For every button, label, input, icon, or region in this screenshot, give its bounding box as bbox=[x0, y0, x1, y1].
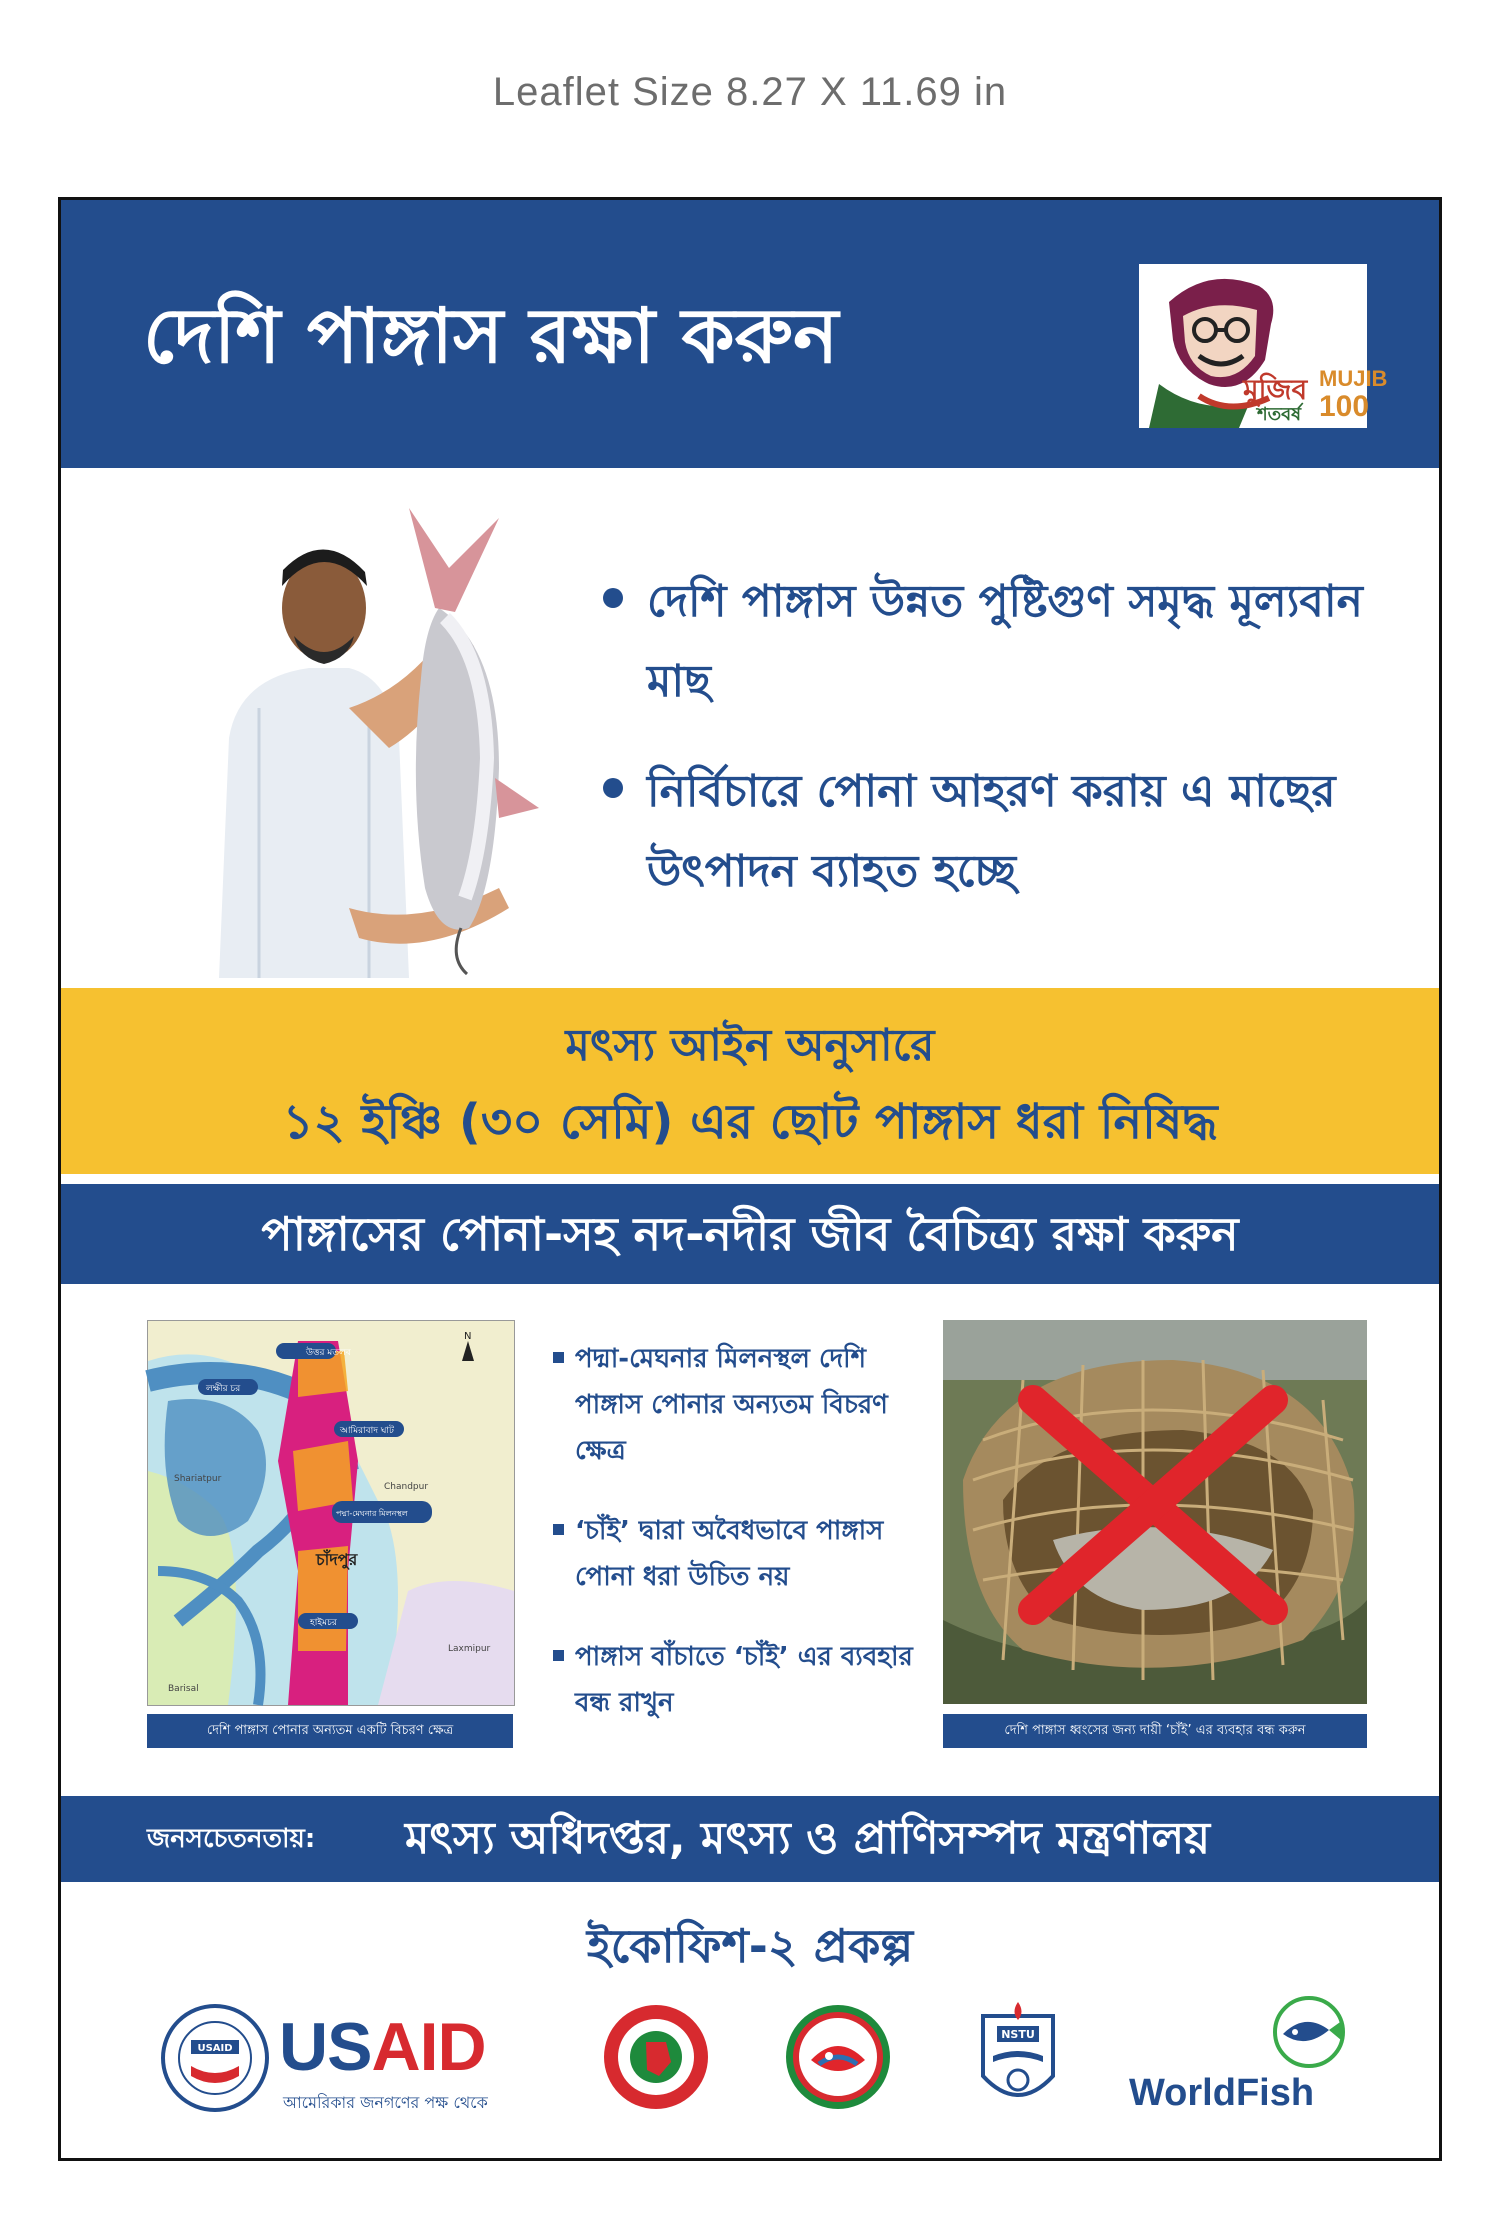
mujib-100-text: 100 bbox=[1319, 390, 1370, 423]
usaid-wordmark bbox=[279, 2008, 486, 2086]
biodiversity-banner: পাঙ্গাসের পোনা-সহ নদ-নদীর জীব বৈচিত্র্য রক্ষা করুন bbox=[61, 1184, 1439, 1284]
usaid-seal-icon bbox=[161, 2004, 269, 2112]
map-caption: দেশি পাঙ্গাস পোনার অন্যতম একটি বিচরণ ক্ষেত্র bbox=[147, 1714, 513, 1748]
chai-trap-image bbox=[943, 1320, 1367, 1704]
hero-bullet-nutrition: দেশি পাঙ্গাস উন্নত পুষ্টিগুণ সমৃদ্ধ মূল্যবান মাছ bbox=[601, 562, 1421, 722]
map-label-confluence: পদ্মা-মেঘনার মিলনস্থল bbox=[336, 1509, 408, 1518]
middle-bullet-confluence: পদ্মা-মেঘনার মিলনস্থল দেশি পাঙ্গাস পোনার অন্যতম বিচরণ ক্ষেত্র bbox=[553, 1336, 933, 1474]
header-banner bbox=[61, 200, 1439, 468]
leaflet-title: দেশি পাঙ্গাস রক্ষা করুন bbox=[143, 291, 839, 380]
map-label-barisal: Barisal bbox=[168, 1684, 199, 1694]
law-notice-banner bbox=[61, 988, 1439, 1174]
chai-trap-photo bbox=[943, 1320, 1367, 1704]
law-notice-line2: ১২ ইঞ্চি (৩০ সেমি) এর ছোট পাঙ্গাস ধরা নিষিদ্ধ bbox=[282, 1094, 1218, 1150]
law-notice-line1: মৎস্য আইন অনুসারে bbox=[565, 1020, 935, 1071]
awareness-prefix: জনসচেতনতায়: bbox=[147, 1824, 316, 1854]
shotoborsho-text: শতবর্ষ bbox=[1257, 404, 1302, 425]
map-label-chandpur-en: Chandpur bbox=[384, 1482, 429, 1492]
nstu-university-logo-icon bbox=[963, 1996, 1073, 2118]
north-arrow-icon: N bbox=[464, 1331, 472, 1342]
middle-section bbox=[61, 1284, 1439, 1738]
middle-bullet-stop-chai: পাঙ্গাস বাঁচাতে ‘চাঁই’ এর ব্যবহার বন্ধ রাখুন bbox=[553, 1634, 933, 1726]
partner-logos bbox=[61, 1986, 1439, 2136]
usaid-us-text: US bbox=[279, 2009, 372, 2085]
map-label-char: লক্ষীর চর bbox=[206, 1384, 241, 1394]
usaid-aid-text: AID bbox=[371, 2009, 486, 2085]
trap-caption: দেশি পাঙ্গাস ধ্বংসের জন্য দায়ী ‘চাঁই’ এর ব্যবহার বন্ধ করুন bbox=[943, 1714, 1367, 1748]
map-label-chandpur: চাঁদপুর bbox=[316, 1550, 358, 1569]
map-label-ghat: আমিরাবাদ ঘাট bbox=[340, 1426, 394, 1436]
mujib-en-text: MUJIB bbox=[1319, 366, 1388, 391]
awareness-organization: মৎস্য অধিদপ্তর, মৎস্য ও প্রাণিসম্পদ মন্ত্রণালয় bbox=[405, 1813, 1211, 1864]
hero-bullets bbox=[601, 562, 1421, 942]
mujib-100-logo bbox=[1139, 264, 1388, 428]
usaid-seal-text: USAID bbox=[197, 2043, 233, 2054]
department-of-fisheries-seal-icon bbox=[783, 2002, 893, 2112]
bangladesh-government-seal-icon bbox=[601, 2002, 711, 2112]
map-label-shariatpur: Shariatpur bbox=[174, 1474, 222, 1484]
leaflet-size-label: Leaflet Size 8.27 X 11.69 in bbox=[492, 70, 1008, 114]
hero-section bbox=[61, 468, 1439, 988]
river-map-image bbox=[148, 1321, 514, 1705]
map-label-north: উত্তর মতলব bbox=[306, 1348, 351, 1358]
map-label-laxmipur: Laxmipur bbox=[448, 1644, 491, 1654]
usaid-tagline: আমেরিকার জনগণের পক্ষ থেকে bbox=[283, 2093, 488, 2112]
mujib-bn-text: মুজিব bbox=[1243, 373, 1308, 406]
fisherman-holding-pangas-image bbox=[199, 508, 609, 978]
map-label-haimchar: হাইমচর bbox=[310, 1618, 337, 1628]
hero-bullet-overharvest: নির্বিচারে পোনা আহরণ করায় এ মাছের উৎপাদন ব্যাহত হচ্ছে bbox=[601, 752, 1421, 912]
worldfish-fish-icon bbox=[1271, 1994, 1347, 2070]
worldfish-wordmark: WorldFish bbox=[1129, 2072, 1315, 2114]
awareness-banner bbox=[61, 1796, 1439, 1882]
middle-bullets bbox=[553, 1336, 933, 1760]
confluence-map bbox=[147, 1320, 515, 1706]
nstu-text: NSTU bbox=[1001, 2028, 1035, 2041]
middle-bullet-illegal: ‘চাঁই’ দ্বারা অবৈধভাবে পাঙ্গাস পোনা ধরা উচিত নয় bbox=[553, 1508, 933, 1600]
leaflet bbox=[58, 197, 1442, 2161]
project-name: ইকোফিশ-২ প্রকল্প bbox=[586, 1919, 914, 1973]
